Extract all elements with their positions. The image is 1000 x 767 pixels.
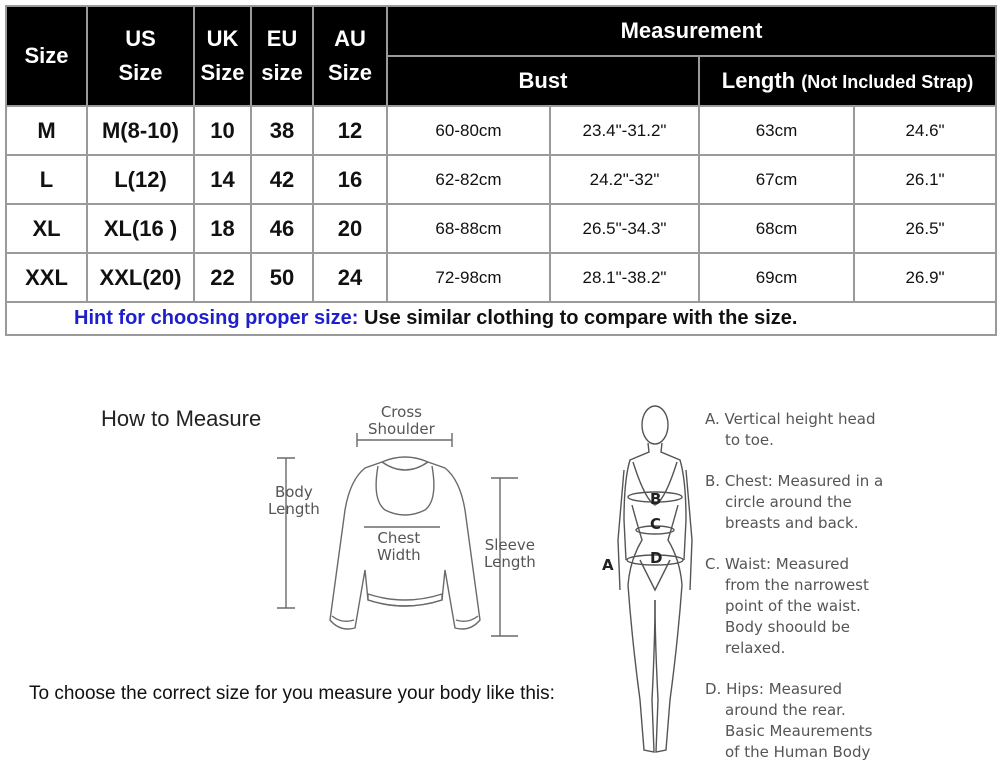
cell-size: L — [6, 155, 87, 204]
cell-bust-cm: 60-80cm — [387, 106, 550, 155]
cell-eu: 42 — [251, 155, 313, 204]
cell-size: M — [6, 106, 87, 155]
body-length-label: Body Length — [268, 483, 320, 518]
cell-bust-in: 28.1"-38.2" — [550, 253, 699, 302]
size-hint — [6, 302, 996, 335]
cell-au: 20 — [313, 204, 387, 253]
cell-us: XL(16 ) — [87, 204, 194, 253]
table-row — [6, 106, 996, 155]
table-row — [6, 155, 996, 204]
header-length: Length (Not Included Strap) — [699, 56, 996, 106]
size-chart-table — [5, 5, 997, 336]
cell-au: 24 — [313, 253, 387, 302]
header-row-1 — [6, 6, 996, 56]
cell-uk: 22 — [194, 253, 251, 302]
cell-bust-cm: 68-88cm — [387, 204, 550, 253]
cell-size: XL — [6, 204, 87, 253]
cross-shoulder-label: Cross Shoulder — [368, 403, 435, 438]
cell-bust-in: 26.5"-34.3" — [550, 204, 699, 253]
cell-length-in: 26.9" — [854, 253, 996, 302]
table-row — [6, 253, 996, 302]
cell-uk: 14 — [194, 155, 251, 204]
chest-width-label: Chest Width — [377, 529, 421, 564]
cell-length-in: 26.1" — [854, 155, 996, 204]
cell-bust-in: 23.4"-31.2" — [550, 106, 699, 155]
header-eu-size: EU size — [251, 6, 313, 106]
measure-instruction: To choose the correct size for you measure your body like this: — [29, 683, 555, 704]
cell-bust-cm: 62-82cm — [387, 155, 550, 204]
note-c: C. Waist: Measured from the narrowest point of the waist. Body shoould be relaxed. — [705, 555, 869, 657]
cell-uk: 18 — [194, 204, 251, 253]
note-a: A. Vertical height head to toe. — [705, 410, 876, 449]
cell-length-in: 26.5" — [854, 204, 996, 253]
cell-eu: 50 — [251, 253, 313, 302]
cell-uk: 10 — [194, 106, 251, 155]
note-b: B. Chest: Measured in a circle around the breasts and back. — [705, 472, 884, 532]
sleeve-length-label: Sleeve Length — [484, 536, 536, 571]
cell-au: 16 — [313, 155, 387, 204]
cell-length-cm: 67cm — [699, 155, 854, 204]
table-row — [6, 204, 996, 253]
cell-length-in: 24.6" — [854, 106, 996, 155]
cell-length-cm: 68cm — [699, 204, 854, 253]
figure-label-b: B — [650, 490, 662, 508]
cell-us: XXL(20) — [87, 253, 194, 302]
cell-bust-in: 24.2"-32" — [550, 155, 699, 204]
header-us-size: US Size — [87, 6, 194, 106]
header-au-size: AU Size — [313, 6, 387, 106]
figure-label-d: D — [650, 549, 663, 567]
cell-length-cm: 63cm — [699, 106, 854, 155]
header-size: Size — [6, 6, 87, 106]
header-uk-size: UK Size — [194, 6, 251, 106]
figure-label-a: A — [602, 556, 614, 574]
cell-us: M(8-10) — [87, 106, 194, 155]
how-to-measure-title: How to Measure — [101, 406, 262, 431]
cell-size: XXL — [6, 253, 87, 302]
note-d: D. Hips: Measured around the rear. Basic Meaurements of the Human Body — [705, 680, 873, 761]
header-measurement: Measurement — [387, 6, 996, 56]
header-bust: Bust — [387, 56, 699, 106]
hint-row — [6, 302, 996, 335]
figure-label-c: C — [650, 515, 662, 533]
header-length-note: (Not Included Strap) — [801, 71, 974, 92]
hint-lead: Hint for choosing proper size: — [74, 307, 359, 329]
body-figure-diagram — [612, 404, 702, 764]
cell-bust-cm: 72-98cm — [387, 253, 550, 302]
hint-text: Use similar clothing to compare with the size. — [358, 307, 798, 329]
cell-au: 12 — [313, 106, 387, 155]
cell-us: L(12) — [87, 155, 194, 204]
cell-eu: 46 — [251, 204, 313, 253]
cell-eu: 38 — [251, 106, 313, 155]
cell-length-cm: 69cm — [699, 253, 854, 302]
